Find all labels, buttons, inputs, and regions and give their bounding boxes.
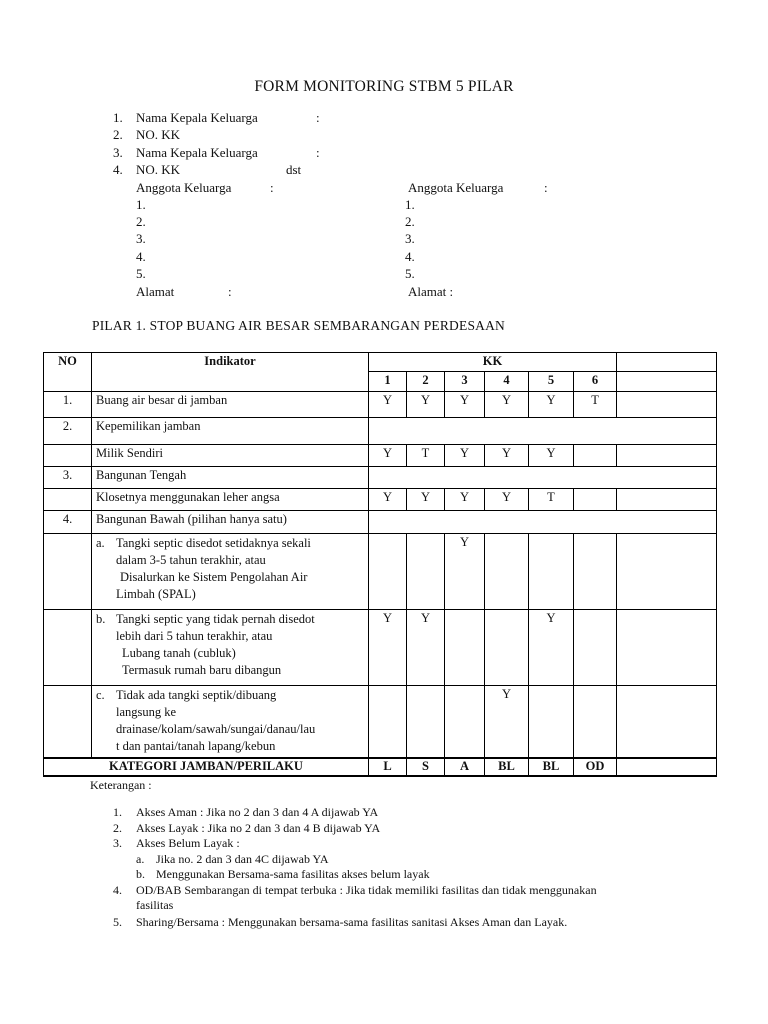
note-item	[113, 805, 378, 820]
row-indicator: Bangunan Tengah	[92, 467, 369, 489]
row-value: T	[407, 445, 445, 467]
note-text: Menggunakan Bersama-sama fasilitas akses belum layak	[156, 867, 430, 881]
members-left-num-5: 5.	[136, 266, 146, 281]
members-left-num-2: 2.	[136, 214, 146, 229]
row-number: 4.	[44, 511, 92, 534]
members-left-sep: :	[270, 180, 274, 195]
row-number: 3.	[44, 467, 92, 489]
col-no-header: NO	[44, 353, 92, 392]
sub-line: Tidak ada tangki septik/dibuang	[116, 688, 277, 702]
row-value	[529, 686, 574, 758]
col-kk-header: KK	[369, 353, 617, 372]
sub-line: lebih dari 5 tahun terakhir, atau	[116, 629, 273, 643]
note-item	[113, 836, 240, 851]
table-row	[44, 534, 717, 610]
note-continuation: fasilitas	[136, 898, 174, 912]
table-row	[44, 489, 717, 511]
table-row	[44, 467, 717, 489]
members-right-num-1: 1.	[405, 197, 415, 212]
sub-marker: c.	[96, 688, 105, 702]
header-num-1: 1.	[113, 110, 123, 125]
table-cell	[369, 467, 717, 489]
header-num-3: 3.	[113, 145, 123, 160]
header-label-1: Nama Kepala Keluarga	[136, 110, 258, 125]
row-value	[445, 686, 485, 758]
note-subitem	[136, 867, 430, 882]
table-row	[44, 610, 717, 686]
row-value: Y	[369, 392, 407, 418]
table-cell	[617, 534, 717, 610]
row-value	[574, 534, 617, 610]
row-value: Y	[369, 610, 407, 686]
row-number	[44, 445, 92, 467]
kk-number-6: 6	[574, 372, 617, 392]
category-value: BL	[529, 758, 574, 776]
row-value	[529, 534, 574, 610]
row-value: Y	[369, 445, 407, 467]
note-item	[113, 821, 380, 836]
table-cell	[617, 445, 717, 467]
row-number: 1.	[44, 392, 92, 418]
header-sep-4: dst	[286, 162, 302, 177]
row-indicator: Buang air besar di jamban	[92, 392, 369, 418]
table-row	[44, 392, 717, 418]
table-cell	[617, 372, 717, 392]
header-num-2: 2.	[113, 127, 123, 142]
kk-number-4: 4	[485, 372, 529, 392]
row-indicator: Bangunan Bawah (pilihan hanya satu)	[92, 511, 369, 534]
sub-marker: a.	[96, 536, 105, 550]
table-cell	[617, 353, 717, 372]
row-value	[369, 534, 407, 610]
sub-line: dalam 3-5 tahun terakhir, atau	[116, 553, 266, 567]
table-row	[44, 758, 717, 776]
row-value: Y	[445, 489, 485, 511]
members-left-address: Alamat	[136, 284, 175, 299]
category-value: A	[445, 758, 485, 776]
table-cell	[617, 610, 717, 686]
row-value: Y	[445, 392, 485, 418]
table-cell	[617, 392, 717, 418]
row-value	[485, 534, 529, 610]
notes-title: Keterangan :	[90, 778, 152, 792]
note-subitem	[136, 852, 329, 867]
sub-line: langsung ke	[116, 705, 177, 719]
sub-line: Termasuk rumah baru dibangun	[122, 663, 282, 677]
table-cell	[369, 511, 717, 534]
pilar-title: PILAR 1. STOP BUANG AIR BESAR SEMBARANGAN PERDESAAN	[92, 318, 506, 333]
kk-number-3: 3	[445, 372, 485, 392]
row-value	[369, 686, 407, 758]
members-right-address: Alamat :	[408, 284, 454, 299]
row-indicator	[92, 610, 369, 686]
row-value: Y	[369, 489, 407, 511]
header-sep-1: :	[316, 110, 320, 125]
table-row	[44, 511, 717, 534]
header-num-4: 4.	[113, 162, 123, 177]
note-number: 2.	[113, 821, 122, 835]
row-value	[445, 610, 485, 686]
row-number: 2.	[44, 418, 92, 445]
note-text: Akses Layak : Jika no 2 dan 3 dan 4 B dijawab YA	[136, 821, 381, 835]
sub-line: Limbah (SPAL)	[116, 587, 196, 601]
row-value: Y	[529, 392, 574, 418]
note-number: 3.	[113, 836, 122, 850]
col-indicator-header: Indikator	[92, 353, 369, 392]
kk-number-5: 5	[529, 372, 574, 392]
row-value: Y	[445, 534, 485, 610]
row-value	[485, 610, 529, 686]
table-cell	[44, 610, 92, 686]
members-left-num-3: 3.	[136, 231, 146, 246]
members-left-num-4: 4.	[136, 249, 146, 264]
note-letter: b.	[136, 867, 145, 881]
form-title: FORM MONITORING STBM 5 PILAR	[254, 78, 514, 95]
row-value: T	[529, 489, 574, 511]
category-value: BL	[485, 758, 529, 776]
note-text: Akses Belum Layak :	[136, 836, 240, 850]
header-label-4: NO. KK	[136, 162, 181, 177]
row-value: Y	[529, 445, 574, 467]
row-value: Y	[407, 392, 445, 418]
row-value: Y	[485, 445, 529, 467]
header-label-3: Nama Kepala Keluarga	[136, 145, 258, 160]
note-text: Akses Aman : Jika no 2 dan 3 dan 4 A dijawab YA	[136, 805, 379, 819]
row-value: Y	[407, 610, 445, 686]
members-left-address-sep: :	[228, 284, 232, 299]
table-cell	[617, 686, 717, 758]
table-row	[44, 445, 717, 467]
row-value	[407, 534, 445, 610]
row-value	[574, 489, 617, 511]
note-item	[113, 883, 597, 898]
row-indicator	[92, 534, 369, 610]
members-right-num-4: 4.	[405, 249, 415, 264]
members-right-sep: :	[544, 180, 548, 195]
members-right-num-5: 5.	[405, 266, 415, 281]
row-indicator: Kepemilikan jamban	[92, 418, 369, 445]
category-value: L	[369, 758, 407, 776]
sub-line: t dan pantai/tanah lapang/kebun	[116, 739, 276, 753]
table-row	[44, 418, 717, 445]
note-letter: a.	[136, 852, 145, 866]
row-value	[407, 686, 445, 758]
table-cell	[617, 489, 717, 511]
row-value: Y	[529, 610, 574, 686]
table-cell	[617, 758, 717, 776]
category-label: KATEGORI JAMBAN/PERILAKU	[44, 758, 369, 776]
table-cell	[44, 534, 92, 610]
sub-line: Tangki septic yang tidak pernah disedot	[116, 612, 315, 626]
row-value	[574, 610, 617, 686]
row-number	[44, 489, 92, 511]
note-text: OD/BAB Sembarangan di tempat terbuka : Jika tidak memiliki fasilitas dan tidak menggunakan	[136, 883, 597, 897]
table-cell	[44, 686, 92, 758]
table-row	[44, 686, 717, 758]
sub-line: Tangki septic disedot setidaknya sekali	[116, 536, 311, 550]
members-right-num-2: 2.	[405, 214, 415, 229]
sub-marker: b.	[96, 612, 106, 626]
row-value: Y	[485, 489, 529, 511]
category-value: OD	[574, 758, 617, 776]
note-number: 5.	[113, 915, 122, 929]
members-right-label: Anggota Keluarga	[408, 180, 504, 195]
row-value: T	[574, 392, 617, 418]
kk-number-1: 1	[369, 372, 407, 392]
members-left-num-1: 1.	[136, 197, 146, 212]
note-number: 4.	[113, 883, 122, 897]
row-value: Y	[485, 392, 529, 418]
note-text: Jika no. 2 dan 3 dan 4C dijawab YA	[156, 852, 329, 866]
row-value	[574, 445, 617, 467]
note-text: Sharing/Bersama : Menggunakan bersama-sama fasilitas sanitasi Akses Aman dan Layak.	[136, 915, 568, 929]
row-indicator	[92, 686, 369, 758]
note-number: 1.	[113, 805, 122, 819]
row-value: Y	[485, 686, 529, 758]
category-value: S	[407, 758, 445, 776]
sub-line: drainase/kolam/sawah/sungai/danau/lau	[116, 722, 316, 736]
members-right-num-3: 3.	[405, 231, 415, 246]
members-left-label: Anggota Keluarga	[136, 180, 232, 195]
row-indicator: Milik Sendiri	[92, 445, 369, 467]
header-sep-3: :	[316, 145, 320, 160]
header-label-2: NO. KK	[136, 127, 181, 142]
sub-line: Lubang tanah (cubluk)	[122, 646, 236, 660]
note-item	[113, 915, 567, 930]
row-indicator: Klosetnya menggunakan leher angsa	[92, 489, 369, 511]
table-cell	[369, 418, 717, 445]
row-value: Y	[445, 445, 485, 467]
row-value: Y	[407, 489, 445, 511]
kk-number-2: 2	[407, 372, 445, 392]
indicator-table	[43, 352, 717, 777]
sub-line: Disalurkan ke Sistem Pengolahan Air	[120, 570, 308, 584]
row-value	[574, 686, 617, 758]
